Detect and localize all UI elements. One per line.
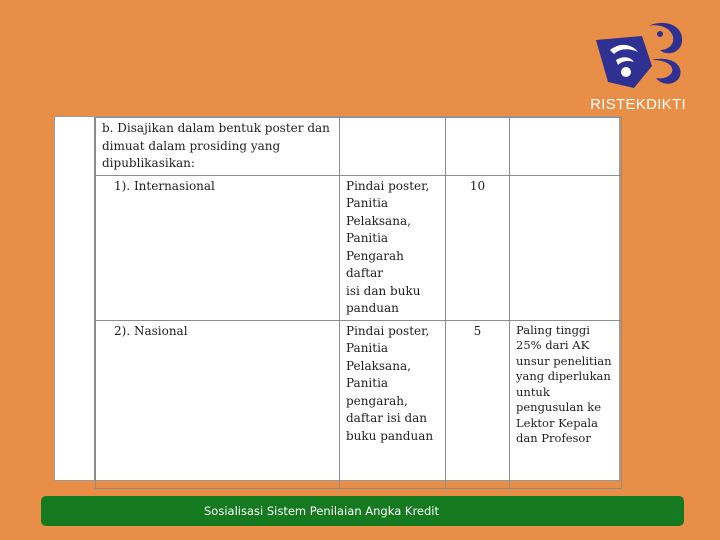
credit-value: 5	[446, 320, 510, 488]
item-description: 1). Internasional	[96, 175, 340, 320]
credit-value: 10	[446, 175, 510, 320]
ristekdikti-logo	[586, 16, 690, 120]
ristekdikti-logo-icon	[586, 16, 690, 100]
evidence-cell: Pindai poster, Panitia Pelaksana, Panitia Pengarah daftar isi dan buku panduan	[340, 175, 446, 320]
logo-text: RISTEKDIKTI	[590, 96, 686, 113]
document-page	[54, 116, 620, 481]
credit-table	[95, 117, 622, 489]
note-cell	[510, 118, 622, 176]
credit-value	[446, 118, 510, 176]
footer-text: Sosialisasi Sistem Penilaian Angka Kredit	[204, 504, 439, 518]
item-description: 2). Nasional	[96, 320, 340, 488]
note-cell: Paling tinggi 25% dari AK unsur penelitian yang diperlukan untuk pengusulan ke Lektor Kepala dan Profesor	[510, 320, 622, 488]
table-row	[96, 175, 622, 320]
table-row	[96, 118, 622, 176]
evidence-cell	[340, 118, 446, 176]
table-row	[96, 320, 622, 488]
evidence-cell: Pindai poster, Panitia Pelaksana, Panitia pengarah, daftar isi dan buku panduan	[340, 320, 446, 488]
note-cell	[510, 175, 622, 320]
item-description: b. Disajikan dalam bentuk poster dan dimuat dalam prosiding yang dipublikasikan:	[96, 118, 340, 176]
footer-bar	[41, 496, 684, 526]
